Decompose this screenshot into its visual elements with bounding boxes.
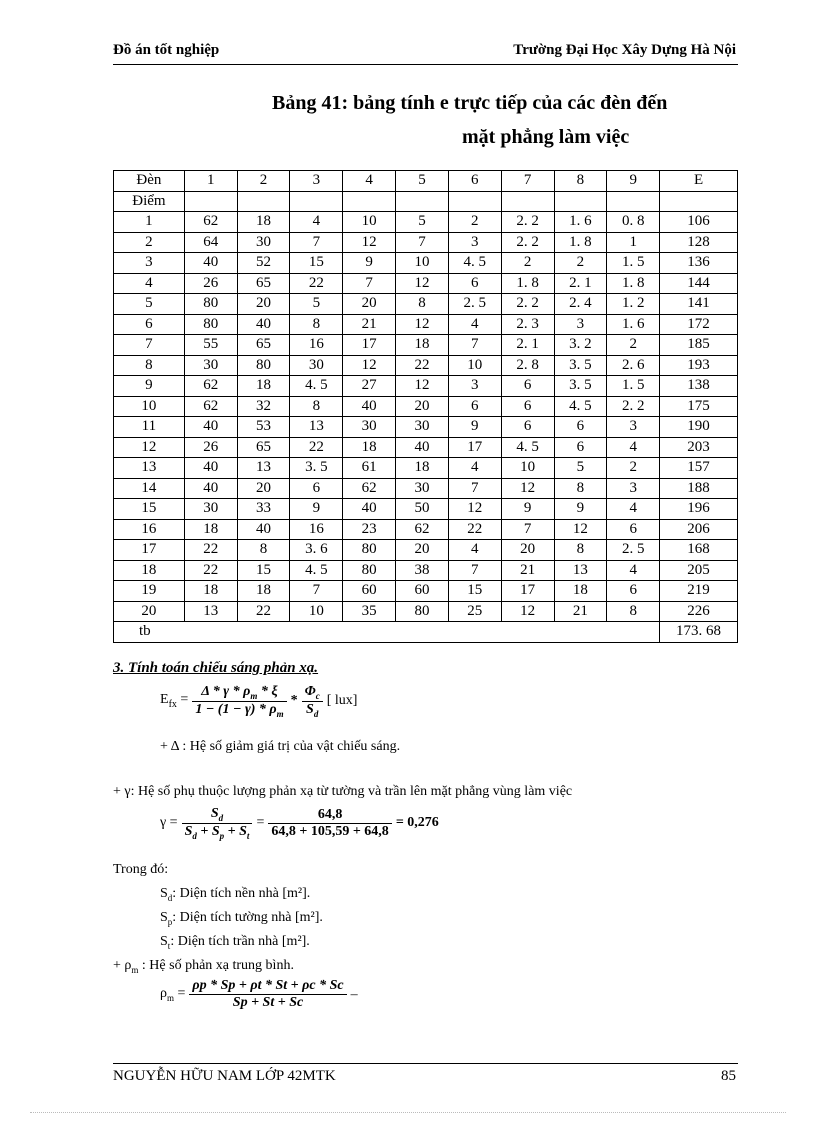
table-cell: 65 — [237, 273, 290, 294]
table-header-cell: E — [660, 171, 738, 192]
table-cell: 62 — [343, 478, 396, 499]
table-cell: 80 — [396, 601, 449, 622]
table-cell: 9 — [290, 499, 343, 520]
gamma-fraction-2: $\frac{64,8}{64,8 + 105,59 + 64,8}$ — [268, 807, 391, 840]
table-cell: 7 — [501, 519, 554, 540]
efx-label: $E_{fx}$ = — [160, 692, 189, 711]
table-cell: 5 — [554, 458, 607, 479]
table-cell: 1. 2 — [607, 294, 660, 315]
table-cell: 30 — [184, 355, 237, 376]
table-cell: 17 — [343, 335, 396, 356]
table-cell: 64 — [184, 232, 237, 253]
table-cell: 10 — [290, 601, 343, 622]
table-row — [114, 396, 738, 417]
header-left: Đồ án tốt nghiệp — [113, 42, 220, 58]
table-cell: 203 — [660, 437, 738, 458]
table-cell: 5 — [396, 212, 449, 233]
table-cell: 62 — [396, 519, 449, 540]
table-cell: 7 — [448, 478, 501, 499]
table-cell: 9 — [554, 499, 607, 520]
table-header-cell: 4 — [343, 171, 396, 192]
table-cell: 12 — [343, 232, 396, 253]
page-number: 85 — [721, 1068, 736, 1084]
table-cell: 4. 5 — [290, 560, 343, 581]
table-cell: 32 — [237, 396, 290, 417]
table-cell: 1 — [607, 232, 660, 253]
table-cell: 6 — [114, 314, 185, 335]
table-cell: 188 — [660, 478, 738, 499]
table-cell: 40 — [237, 314, 290, 335]
table-cell: 3 — [448, 232, 501, 253]
table-cell: 17 — [114, 540, 185, 561]
table-cell: 18 — [237, 376, 290, 397]
table-cell: 6 — [448, 273, 501, 294]
table-header-cell — [237, 191, 290, 212]
table-cell: 141 — [660, 294, 738, 315]
table-cell: 6 — [607, 581, 660, 602]
table-cell: 12 — [396, 273, 449, 294]
table-cell: 18 — [343, 437, 396, 458]
table-cell: 40 — [184, 458, 237, 479]
table-cell: 2 — [554, 253, 607, 274]
table-cell: 4. 5 — [290, 376, 343, 397]
table-cell: 40 — [184, 478, 237, 499]
table-cell: 2. 1 — [501, 335, 554, 356]
section-heading: 3. Tính toán chiếu sáng phản xạ. — [113, 660, 319, 676]
table-cell: 15 — [114, 499, 185, 520]
table-cell: 7 — [290, 581, 343, 602]
table-cell: 62 — [184, 212, 237, 233]
table-cell: 20 — [114, 601, 185, 622]
table-header-cell: 7 — [501, 171, 554, 192]
table-cell: 18 — [396, 458, 449, 479]
table-cell: 8 — [237, 540, 290, 561]
table-cell: 40 — [237, 519, 290, 540]
table-cell: 168 — [660, 540, 738, 561]
table-header-cell — [501, 191, 554, 212]
table-cell: 17 — [501, 581, 554, 602]
table-cell: 10 — [448, 355, 501, 376]
table-cell: 4 — [607, 437, 660, 458]
table-cell: 16 — [290, 335, 343, 356]
table-cell: 138 — [660, 376, 738, 397]
table-cell: 8 — [290, 314, 343, 335]
table-cell: 6 — [607, 519, 660, 540]
table-cell: 38 — [396, 560, 449, 581]
table-cell: 196 — [660, 499, 738, 520]
table-cell: 17 — [448, 437, 501, 458]
table-cell: 1. 5 — [607, 376, 660, 397]
table-cell: 20 — [343, 294, 396, 315]
table-cell: 2 — [607, 458, 660, 479]
table-cell: 18 — [554, 581, 607, 602]
table-row — [114, 294, 738, 315]
table-cell: 22 — [237, 601, 290, 622]
table-cell: 30 — [396, 417, 449, 438]
table-row — [114, 581, 738, 602]
table-header-cell: Điểm — [114, 191, 185, 212]
table-cell: 40 — [184, 417, 237, 438]
delta-description: + Δ : Hệ số giảm giá trị của vật chiếu sáng. — [160, 739, 401, 754]
trong-do-label: Trong đó: — [113, 862, 169, 877]
table-cell: 12 — [396, 314, 449, 335]
table-cell: 2 — [448, 212, 501, 233]
table-cell: 65 — [237, 335, 290, 356]
table-cell: 128 — [660, 232, 738, 253]
table-cell: 30 — [396, 478, 449, 499]
table-cell: 1. 6 — [554, 212, 607, 233]
table-footer-value: 173. 68 — [660, 622, 738, 643]
table-cell: 1. 8 — [607, 273, 660, 294]
table-footer-label: tb — [114, 622, 660, 643]
table-cell: 4 — [290, 212, 343, 233]
illuminance-table — [113, 170, 738, 643]
table-row — [114, 232, 738, 253]
table-cell: 26 — [184, 437, 237, 458]
table-cell: 12 — [343, 355, 396, 376]
table-cell: 144 — [660, 273, 738, 294]
table-header-cell — [660, 191, 738, 212]
table-header-cell: 3 — [290, 171, 343, 192]
table-cell: 61 — [343, 458, 396, 479]
table-cell: 2. 2 — [501, 294, 554, 315]
table-header-cell: Đèn — [114, 171, 185, 192]
table-cell: 30 — [184, 499, 237, 520]
table-cell: 20 — [396, 540, 449, 561]
table-cell: 40 — [396, 437, 449, 458]
table-cell: 18 — [237, 212, 290, 233]
table-cell: 13 — [237, 458, 290, 479]
table-cell: 20 — [237, 294, 290, 315]
gamma-label: γ = — [160, 815, 178, 831]
table-cell: 6 — [448, 396, 501, 417]
efx-fraction-2: $\frac{\Phi_c}{S_d}$ — [302, 684, 323, 719]
table-cell: 60 — [343, 581, 396, 602]
table-subheader-row — [114, 191, 738, 212]
table-cell: 23 — [343, 519, 396, 540]
table-cell: 8 — [554, 478, 607, 499]
table-row — [114, 314, 738, 335]
efx-formula: $E_{fx}$ = $\frac{\Delta * \gamma * \rho_m * \xi}{1 - (1 - \gamma) * \rho_m}$ * $\frac{\Phi_c}{S_d}$ [ lux] — [160, 684, 358, 719]
table-cell: 13 — [554, 560, 607, 581]
table-cell: 106 — [660, 212, 738, 233]
table-row — [114, 212, 738, 233]
table-cell: 190 — [660, 417, 738, 438]
table-cell: 33 — [237, 499, 290, 520]
table-cell: 7 — [114, 335, 185, 356]
table-cell: 22 — [184, 560, 237, 581]
table-cell: 3. 6 — [290, 540, 343, 561]
table-cell: 22 — [448, 519, 501, 540]
table-header-cell — [607, 191, 660, 212]
table-cell: 62 — [184, 376, 237, 397]
table-row — [114, 601, 738, 622]
table-cell: 12 — [114, 437, 185, 458]
table-cell: 6 — [501, 417, 554, 438]
table-cell: 7 — [448, 560, 501, 581]
rho-fraction: $\frac{\rho p * Sp + \rho t * St + \rho c * Sc}{Sp + St + Sc}$ — [189, 978, 346, 1011]
table-cell: 2. 3 — [501, 314, 554, 335]
table-cell: 52 — [237, 253, 290, 274]
table-cell: 18 — [184, 581, 237, 602]
table-cell: 4. 5 — [501, 437, 554, 458]
table-cell: 3. 5 — [290, 458, 343, 479]
table-cell: 6 — [501, 396, 554, 417]
table-cell: 4 — [448, 540, 501, 561]
table-cell: 30 — [290, 355, 343, 376]
table-cell: 9 — [501, 499, 554, 520]
table-cell: 14 — [114, 478, 185, 499]
table-cell: 13 — [290, 417, 343, 438]
table-cell: 18 — [114, 560, 185, 581]
table-cell: 1. 5 — [607, 253, 660, 274]
table-cell: 7 — [448, 335, 501, 356]
table-cell: 12 — [554, 519, 607, 540]
gamma-result: = 0,276 — [395, 815, 439, 831]
table-header-row — [114, 171, 738, 192]
rho-label: $\rho_m$ = — [160, 986, 186, 1003]
table-cell: 1. 8 — [501, 273, 554, 294]
table-cell: 15 — [237, 560, 290, 581]
table-cell: 21 — [554, 601, 607, 622]
table-cell: 11 — [114, 417, 185, 438]
table-cell: 12 — [501, 478, 554, 499]
table-cell: 6 — [554, 437, 607, 458]
table-cell: 175 — [660, 396, 738, 417]
table-cell: 25 — [448, 601, 501, 622]
table-cell: 15 — [448, 581, 501, 602]
table-cell: 62 — [184, 396, 237, 417]
table-cell: 20 — [237, 478, 290, 499]
table-footer-row — [114, 622, 738, 643]
table-row — [114, 560, 738, 581]
table-cell: 9 — [448, 417, 501, 438]
table-cell: 12 — [448, 499, 501, 520]
table-cell: 30 — [343, 417, 396, 438]
table-header-cell — [448, 191, 501, 212]
table-cell: 55 — [184, 335, 237, 356]
table-cell: 1. 6 — [607, 314, 660, 335]
table-cell: 2. 4 — [554, 294, 607, 315]
table-cell: 10 — [114, 396, 185, 417]
table-cell: 7 — [290, 232, 343, 253]
page-edge — [30, 1112, 786, 1113]
rho-description: + $\rho_m$ : Hệ số phản xạ trung bình. — [113, 958, 294, 975]
table-cell: 4 — [607, 499, 660, 520]
table-cell: 35 — [343, 601, 396, 622]
table-row — [114, 458, 738, 479]
table-cell: 19 — [114, 581, 185, 602]
table-cell: 5 — [290, 294, 343, 315]
table-header-cell: 6 — [448, 171, 501, 192]
table-row — [114, 335, 738, 356]
table-cell: 80 — [343, 560, 396, 581]
table-title-line2: mặt phẳng làm việc — [462, 126, 630, 148]
table-cell: 206 — [660, 519, 738, 540]
table-title-line1: Bảng 41: bảng tính e trực tiếp của các đèn đến — [272, 92, 668, 114]
gamma-description: + γ: Hệ số phụ thuộc lượng phản xạ từ tường và trần lên mặt phẳng vùng làm việc — [113, 784, 573, 799]
table-cell: 7 — [343, 273, 396, 294]
table-row — [114, 376, 738, 397]
table-cell: 3. 2 — [554, 335, 607, 356]
table-row — [114, 519, 738, 540]
efx-unit: [ lux] — [326, 693, 358, 709]
table-cell: 6 — [290, 478, 343, 499]
table-header-cell: 1 — [184, 171, 237, 192]
table-row — [114, 355, 738, 376]
table-cell: 20 — [501, 540, 554, 561]
table-cell: 30 — [237, 232, 290, 253]
table-cell: 157 — [660, 458, 738, 479]
table-cell: 27 — [343, 376, 396, 397]
table-cell: 8 — [396, 294, 449, 315]
table-cell: 53 — [237, 417, 290, 438]
table-row — [114, 273, 738, 294]
header-divider — [113, 64, 738, 65]
table-cell: 21 — [501, 560, 554, 581]
table-cell: 2. 1 — [554, 273, 607, 294]
table-row — [114, 499, 738, 520]
table-row — [114, 417, 738, 438]
table-cell: 2. 5 — [607, 540, 660, 561]
table-cell: 40 — [184, 253, 237, 274]
table-cell: 2. 5 — [448, 294, 501, 315]
table-cell: 80 — [343, 540, 396, 561]
table-cell: 0. 8 — [607, 212, 660, 233]
table-cell: 9 — [114, 376, 185, 397]
table-cell: 8 — [114, 355, 185, 376]
table-cell: 3 — [114, 253, 185, 274]
table-cell: 22 — [396, 355, 449, 376]
table-cell: 2. 2 — [501, 232, 554, 253]
table-cell: 1. 8 — [554, 232, 607, 253]
table-cell: 6 — [554, 417, 607, 438]
table-header-cell — [290, 191, 343, 212]
table-cell: 16 — [290, 519, 343, 540]
table-cell: 40 — [343, 396, 396, 417]
table-cell: 10 — [396, 253, 449, 274]
table-header-cell: 9 — [607, 171, 660, 192]
table-cell: 16 — [114, 519, 185, 540]
table-header-cell: 2 — [237, 171, 290, 192]
table-cell: 1 — [114, 212, 185, 233]
table-cell: 5 — [114, 294, 185, 315]
table-cell: 10 — [343, 212, 396, 233]
sd-description: $S_d$: Diện tích nền nhà [m²]. — [160, 886, 311, 903]
table-row — [114, 253, 738, 274]
table-cell: 3 — [607, 478, 660, 499]
table-cell: 22 — [290, 437, 343, 458]
table-cell: 20 — [396, 396, 449, 417]
table-cell: 219 — [660, 581, 738, 602]
table-cell: 172 — [660, 314, 738, 335]
table-cell: 193 — [660, 355, 738, 376]
table-cell: 15 — [290, 253, 343, 274]
table-cell: 13 — [114, 458, 185, 479]
table-cell: 2. 2 — [501, 212, 554, 233]
table-cell: 60 — [396, 581, 449, 602]
table-cell: 3 — [554, 314, 607, 335]
gamma-formula: γ = $\frac{S_d}{S_d + S_p + S_t}$ = $\frac{64,8}{64,8 + 105,59 + 64,8}$ = 0,276 — [160, 806, 439, 841]
table-cell: 2 — [501, 253, 554, 274]
gamma-fraction-1: $\frac{S_d}{S_d + S_p + S_t}$ — [182, 806, 253, 841]
table-cell: 4 — [114, 273, 185, 294]
table-cell: 2 — [114, 232, 185, 253]
sp-description: $S_p$: Diện tích tường nhà [m²]. — [160, 910, 323, 927]
footer-author: NGUYỄN HỮU NAM LỚP 42MTK — [113, 1068, 336, 1084]
table-cell: 9 — [343, 253, 396, 274]
table-row — [114, 540, 738, 561]
table-cell: 80 — [184, 314, 237, 335]
table-cell: 12 — [501, 601, 554, 622]
table-cell: 2. 6 — [607, 355, 660, 376]
header-right: Trường Đại Học Xây Dựng Hà Nội — [513, 42, 736, 58]
table-cell: 7 — [396, 232, 449, 253]
table-cell: 8 — [290, 396, 343, 417]
table-cell: 80 — [237, 355, 290, 376]
table-header-cell: 8 — [554, 171, 607, 192]
table-cell: 2. 2 — [607, 396, 660, 417]
table-row — [114, 437, 738, 458]
table-cell: 80 — [184, 294, 237, 315]
table-header-cell: 5 — [396, 171, 449, 192]
table-cell: 3. 5 — [554, 355, 607, 376]
table-cell: 4 — [448, 314, 501, 335]
table-cell: 136 — [660, 253, 738, 274]
table-cell: 12 — [396, 376, 449, 397]
rho-formula: $\rho_m$ = $\frac{\rho p * Sp + \rho t * St + \rho c * Sc}{Sp + St + Sc}$ – — [160, 978, 358, 1010]
table-cell: 3. 5 — [554, 376, 607, 397]
table-cell: 185 — [660, 335, 738, 356]
table-cell: 26 — [184, 273, 237, 294]
table-cell: 2. 8 — [501, 355, 554, 376]
table-cell: 21 — [343, 314, 396, 335]
table-header-cell — [396, 191, 449, 212]
table-cell: 18 — [184, 519, 237, 540]
table-cell: 3 — [448, 376, 501, 397]
table-cell: 226 — [660, 601, 738, 622]
table-cell: 8 — [607, 601, 660, 622]
table-cell: 10 — [501, 458, 554, 479]
table-header-cell — [184, 191, 237, 212]
st-description: $S_t$: Diện tích trần nhà [m²]. — [160, 934, 310, 951]
table-cell: 6 — [501, 376, 554, 397]
table-cell: 8 — [554, 540, 607, 561]
table-cell: 18 — [396, 335, 449, 356]
table-cell: 22 — [184, 540, 237, 561]
table-cell: 13 — [184, 601, 237, 622]
table-cell: 40 — [343, 499, 396, 520]
footer-divider — [113, 1063, 738, 1064]
table-header-cell — [343, 191, 396, 212]
table-cell: 50 — [396, 499, 449, 520]
table-cell: 4. 5 — [554, 396, 607, 417]
efx-fraction-1: $\frac{\Delta * \gamma * \rho_m * \xi}{1 - (1 - \gamma) * \rho_m}$ — [192, 684, 286, 719]
table-cell: 18 — [237, 581, 290, 602]
table-row — [114, 478, 738, 499]
table-cell: 205 — [660, 560, 738, 581]
table-cell: 4. 5 — [448, 253, 501, 274]
table-cell: 2 — [607, 335, 660, 356]
table-cell: 22 — [290, 273, 343, 294]
table-header-cell — [554, 191, 607, 212]
table-cell: 3 — [607, 417, 660, 438]
table-cell: 4 — [607, 560, 660, 581]
table-cell: 65 — [237, 437, 290, 458]
table-cell: 4 — [448, 458, 501, 479]
